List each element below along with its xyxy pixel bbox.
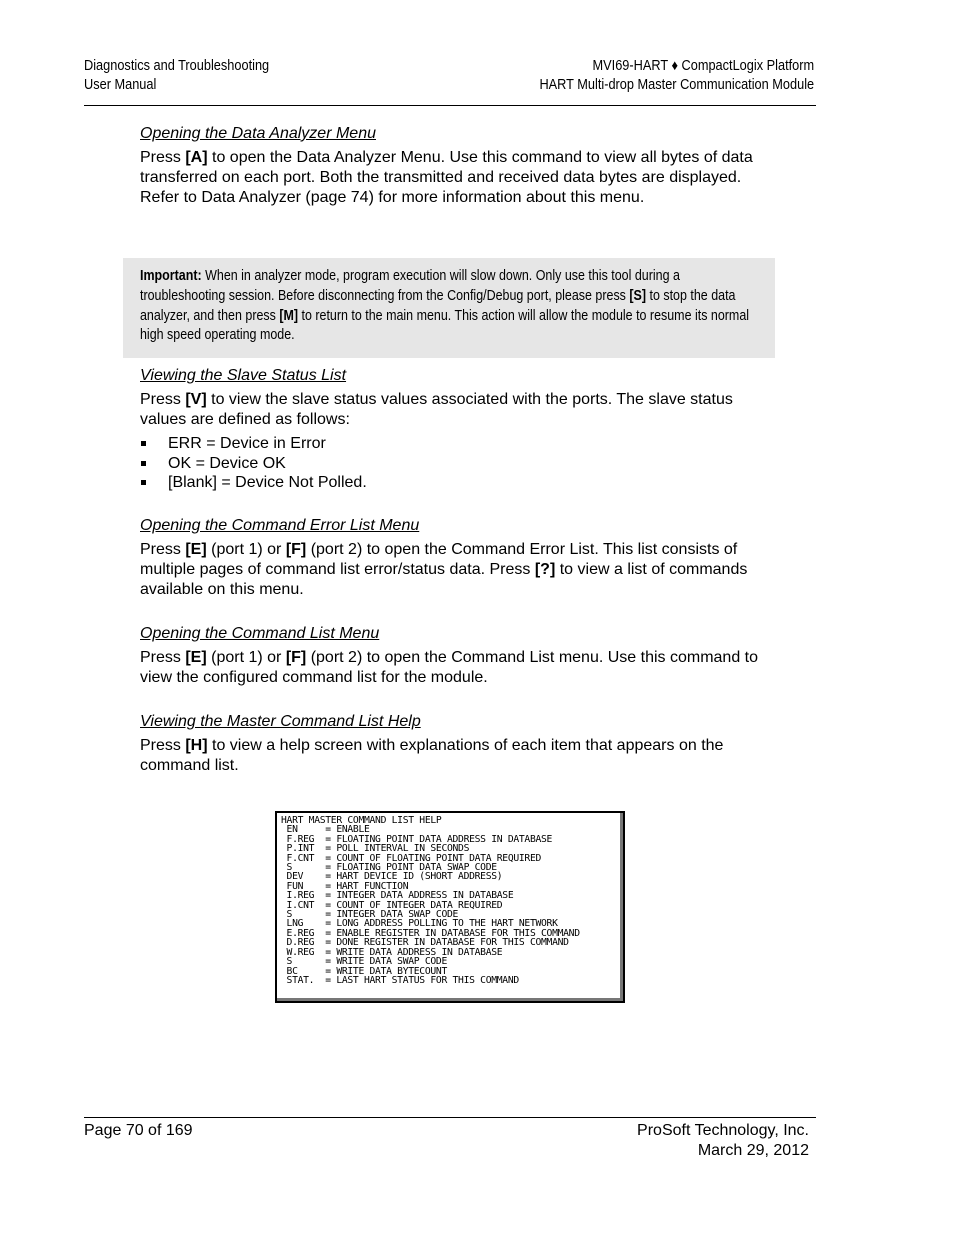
key-question: [?] [534,561,556,579]
header-divider [84,105,816,106]
terminal-line: D.REG = DONE REGISTER IN DATABASE FOR THIS COMMAND [281,937,569,949]
section-data-analyzer [140,124,760,208]
key-a: [A] [185,149,208,166]
terminal-line: S = WRITE DATA SWAP CODE [281,956,447,968]
terminal-line: EN = ENABLE [281,824,370,836]
section-command-list [140,624,760,688]
page-body [140,124,760,776]
spacer [140,688,760,712]
section-paragraph: Press [E] (port 1) or [F] (port 2) to open the Command Error List. This list consists of multiple pages of command list error/status data. Press [?] to view a list of commands available on this menu. [140,541,748,599]
header-chapter: Diagnostics and Troubleshooting [84,58,270,74]
key-f: [F] [285,541,307,559]
section-paragraph: Press [H] to view a help screen with explanations of each item that appears on the command list. [140,737,724,775]
terminal-line: F.CNT = COUNT OF FLOATING POINT DATA REQUIRED [281,852,542,864]
section-paragraph: Press [E] (port 1) or [F] (port 2) to open the Command List menu. Use this command to view the configured command list for the module. [140,649,759,687]
key-e: [E] [185,541,207,559]
header-product: MVI69-HART ♦ CompactLogix Platform [592,58,814,74]
terminal-line: I.REG = INTEGER DATA ADDRESS IN DATABASE [281,890,514,902]
important-note-text: Important: When in analyzer mode, program execution will slow down. Only use this tool during a troubleshooting session. Before disconnecting from the Config/Debug port, please press [S] to stop the data analyzer, and then press [M] to return to the main menu. This action will allow the module to resume its normal high speed operating mode. [140,268,750,344]
terminal-screenshot [275,811,625,1003]
section-command-error-list [140,516,760,600]
section-paragraph: Press [V] to view the slave status values associated with the ports. The slave status values are defined as follows: [140,391,733,428]
spacer [140,493,760,516]
page-footer-right [637,1121,809,1161]
terminal-line: S = INTEGER DATA SWAP CODE [281,909,459,921]
footer-divider [84,1117,816,1118]
section-title: Opening the Command Error List Menu [140,517,420,535]
header-manual-type: User Manual [84,77,157,93]
section-title: Opening the Data Analyzer Menu [140,125,376,142]
terminal-line: HART MASTER COMMAND LIST HELP [281,815,442,826]
key-e: [E] [185,649,207,667]
terminal-line: S = FLOATING POINT DATA SWAP CODE [281,862,497,874]
spacer [140,600,760,624]
footer-date: March 29, 2012 [697,1142,809,1159]
header-module: HART Multi-drop Master Communication Module [539,77,814,93]
section-paragraph: Press [A] to open the Data Analyzer Menu. Use this command to view all bytes of data transferred on each port. Both the transmitted and received data bytes are displayed. Refer to Data Analyzer (page 74) for more information about this menu. [140,149,753,206]
section-title: Viewing the Slave Status List [140,367,347,384]
terminal-line: W.REG = WRITE DATA ADDRESS IN DATABASE [281,946,503,958]
key-h: [H] [185,737,208,755]
terminal-line: DEV = HART DEVICE ID (SHORT ADDRESS) [281,871,503,883]
page-number: Page 70 of 169 [84,1122,193,1139]
terminal-line: E.REG = ENABLE REGISTER IN DATABASE FOR THIS COMMAND [281,927,580,939]
terminal-line: FUN = HART FUNCTION [281,880,409,892]
terminal-line: STAT. = LAST HART STATUS FOR THIS COMMAND [281,974,519,986]
terminal-line: I.CNT = COUNT OF INTEGER DATA REQUIRED [281,899,503,911]
section-command-list-help [140,712,760,776]
terminal-line: BC = WRITE DATA BYTECOUNT [281,965,447,977]
terminal-line: P.INT = POLL INTERVAL IN SECONDS [281,843,470,855]
list-item: OK = Device OK [140,454,760,474]
list-item: [Blank] = Device Not Polled. [140,473,760,493]
key-v: [V] [185,391,207,408]
key-s: [S] [629,287,647,304]
key-m: [M] [279,307,299,324]
section-title: Opening the Command List Menu [140,625,380,643]
page-header-right [539,57,814,95]
terminal-line: LNG = LONG ADDRESS POLLING TO THE HART NETWORK [281,918,558,930]
key-f: [F] [285,649,307,667]
page-header-left [84,57,269,95]
footer-company: ProSoft Technology, Inc. [637,1122,809,1139]
section-slave-status [140,366,760,493]
list-item: ERR = Device in Error [140,434,760,454]
section-title: Viewing the Master Command List Help [140,713,421,731]
important-note-box [123,258,775,358]
status-bullet-list [140,434,760,493]
important-label: Important: [140,268,202,284]
terminal-line: F.REG = FLOATING POINT DATA ADDRESS IN DATABASE [281,833,553,845]
